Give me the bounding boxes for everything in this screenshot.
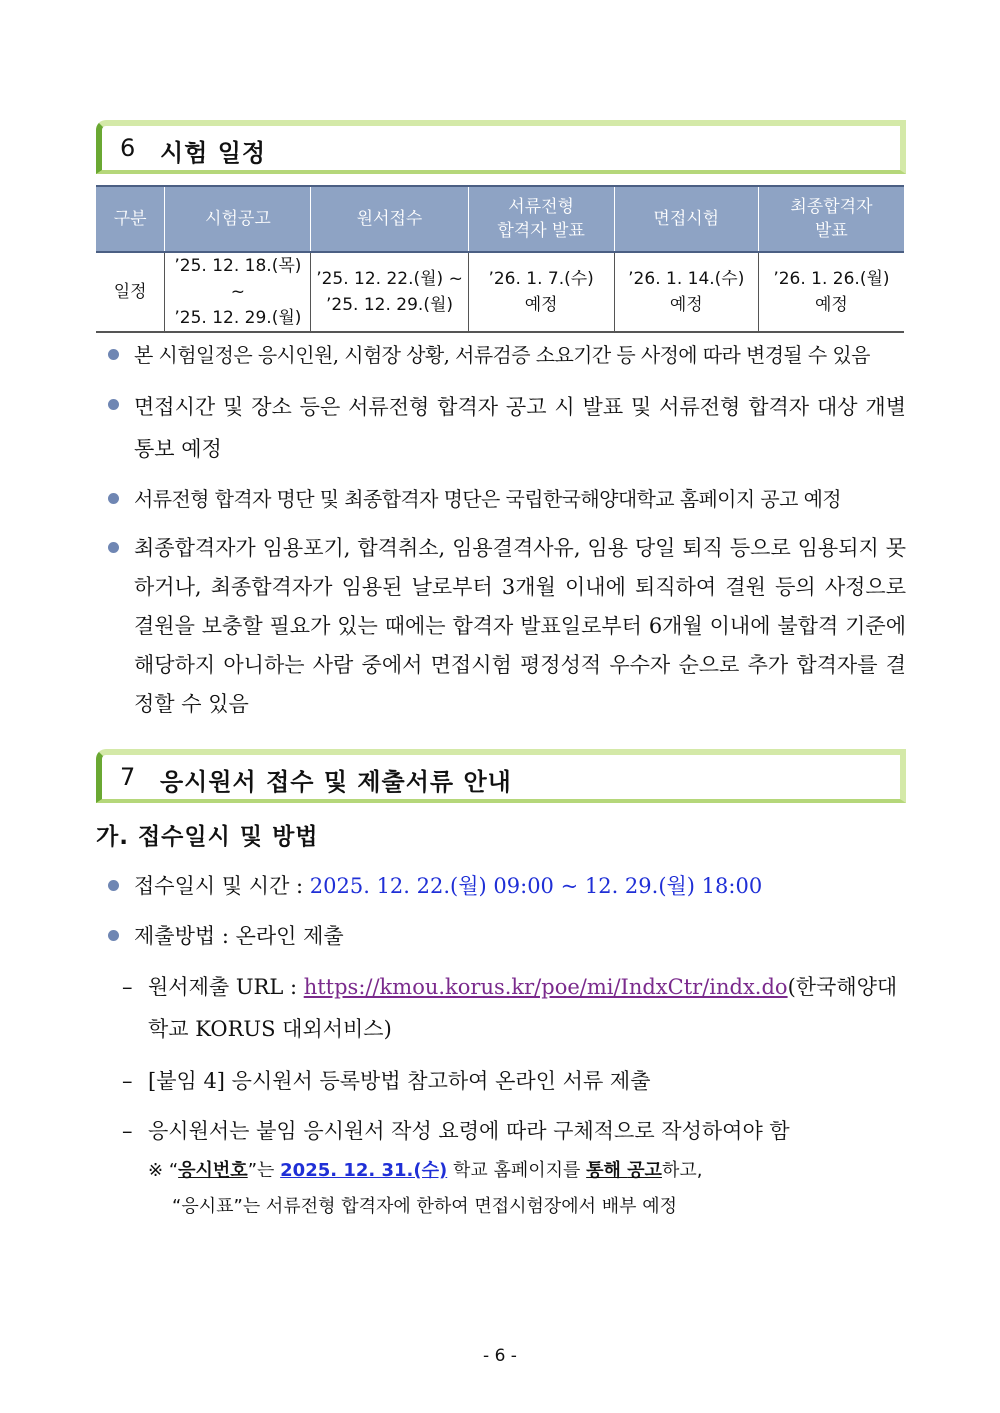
section-number: 6 xyxy=(120,134,136,162)
page-number: - 6 - xyxy=(483,1346,517,1366)
section-6-header xyxy=(96,120,906,174)
bullet-item: 본 시험일정은 응시인원, 시험장 상황, 서류검증 소요기간 등 사정에 따라 변경될 수 있음 xyxy=(108,336,906,375)
bullet-item xyxy=(108,867,906,906)
bullet-icon xyxy=(108,349,119,360)
table-cell: ’25. 12. 22.(월) ~ ’25. 12. 29.(월) xyxy=(311,252,468,332)
column-header: 서류전형 합격자 발표 xyxy=(468,186,614,252)
reception-time-value: 2025. 12. 22.(월) 09:00 ~ 12. 29.(월) 18:00 xyxy=(309,874,763,898)
dash-marker: – xyxy=(122,1119,133,1143)
bullet-icon xyxy=(108,542,119,553)
reception-time-label: 접수일시 및 시간 : xyxy=(134,874,310,898)
column-header: 구분 xyxy=(96,186,165,252)
table-cell: ’26. 1. 26.(월) 예정 xyxy=(758,252,904,332)
section-7-header xyxy=(96,749,906,803)
dash-item xyxy=(122,1110,906,1152)
subsection-title: 가. 접수일시 및 방법 xyxy=(96,824,319,850)
section-title: 응시원서 접수 및 제출서류 안내 xyxy=(160,768,512,796)
footnote: ※ “응시번호”는 2025. 12. 31.(수) 학교 홈페이지를 통해 공고하고, xyxy=(148,1160,703,1181)
dash-marker: – xyxy=(122,975,133,999)
bullet-item: 최종합격자가 임용포기, 합격취소, 임용결격사유, 임용 당일 퇴직 등으로 임용되지 못하거나, 최종합격자가 임용된 날로부터 3개월 이내에 퇴직하여 결원 등의 사정으로 결원을 보충할 필요가 있는 때에는 합격자 발표일로부터 6개월 이내에 불합격 기준에 해당하지 아니하는 사람 중에서 면접시험 평정성적 우수자 순으로 추가 합격자를 결정할 수 있음 xyxy=(108,529,906,724)
footnote-line-2: “응시표”는 서류전형 합격자에 한하여 면접시험장에서 배부 예정 xyxy=(172,1196,678,1217)
exam-schedule-table xyxy=(96,185,904,333)
column-header: 시험공고 xyxy=(165,186,311,252)
table-cell: ’26. 1. 7.(수) 예정 xyxy=(468,252,614,332)
table-row xyxy=(96,252,904,332)
bullet-icon xyxy=(108,493,119,504)
column-header: 면접시험 xyxy=(614,186,758,252)
table-cell: ’25. 12. 18.(목) ~ ’25. 12. 29.(월) xyxy=(165,252,311,332)
dash-marker: – xyxy=(122,1069,133,1093)
url-suffix: (한국해양대학교 KORUS 대외서비스) xyxy=(148,975,898,1041)
table-cell: ’26. 1. 14.(수) 예정 xyxy=(614,252,758,332)
bullet-item: 서류전형 합격자 명단 및 최종합격자 명단은 국립한국해양대학교 홈페이지 공고 예정 xyxy=(108,480,906,519)
announce-date: 2025. 12. 31.(수) xyxy=(280,1160,448,1181)
exam-number-term: 응시번호 xyxy=(178,1160,248,1181)
column-header: 원서접수 xyxy=(311,186,468,252)
row-label: 일정 xyxy=(96,252,165,332)
bullet-icon xyxy=(108,880,119,891)
table-header-row xyxy=(96,186,904,252)
dash-item xyxy=(122,966,906,1050)
bullet-item xyxy=(108,917,906,956)
writing-note: 응시원서는 붙임 응시원서 작성 요령에 따라 구체적으로 작성하여야 함 xyxy=(148,1119,790,1143)
column-header: 최종합격자 발표 xyxy=(758,186,904,252)
attachment-note: [붙임 4] 응시원서 등록방법 참고하여 온라인 서류 제출 xyxy=(148,1069,651,1093)
bullet-icon xyxy=(108,399,119,410)
bullet-item: 면접시간 및 장소 등은 서류전형 합격자 공고 시 발표 및 서류전형 합격자 대상 개별 통보 예정 xyxy=(108,386,906,470)
section-number: 7 xyxy=(120,763,136,791)
bullet-icon xyxy=(108,930,119,941)
dash-item xyxy=(122,1060,906,1102)
url-label: 원서제출 URL : xyxy=(148,975,304,999)
section-title: 시험 일정 xyxy=(160,139,267,167)
application-url-link[interactable]: https://kmou.korus.kr/poe/mi/IndxCtr/indx.do xyxy=(303,975,788,999)
submission-method: 제출방법 : 온라인 제출 xyxy=(134,924,344,948)
